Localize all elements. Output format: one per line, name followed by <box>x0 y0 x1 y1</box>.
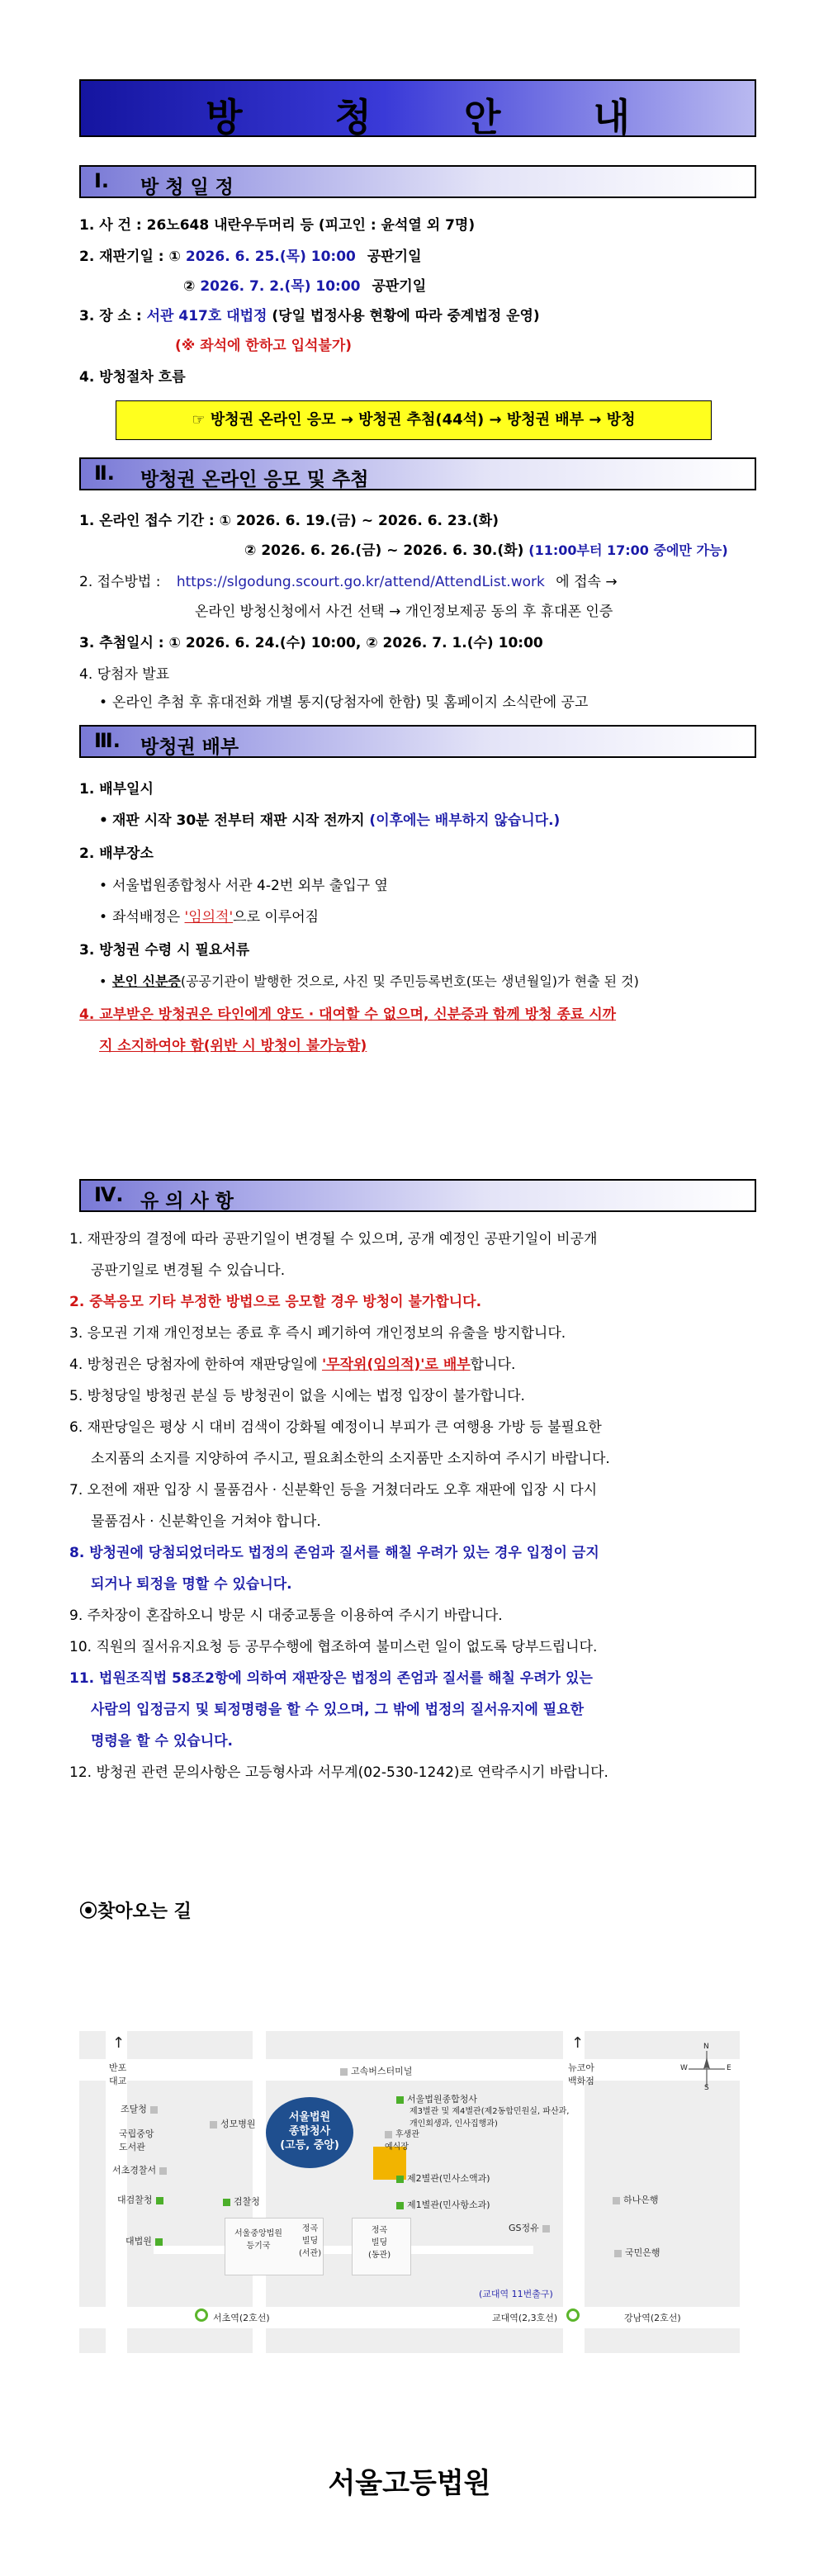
date2-value: 2026. 7. 2.(목) 10:00 <box>200 278 361 295</box>
map-gs: GS정유 <box>509 2221 553 2234</box>
draw-label: 3. 추첨일시 : <box>79 635 164 651</box>
section-number: Ⅰ. <box>94 169 110 192</box>
note-item: 10. 직원의 질서유지요청 등 공무수행에 협조하여 불미스런 일이 없도록 당부드립니다. <box>69 1639 598 1655</box>
issuer-name: 서울고등법원 <box>328 2467 491 2500</box>
place-value: 서관 417호 대법정 <box>146 308 267 324</box>
map-gangnam-stn: 강남역(2호선) <box>624 2313 681 2323</box>
flow-label: 4. 방청절차 흐름 <box>79 369 186 386</box>
map-jodal: 조달청 <box>121 2102 161 2115</box>
note-item: 2. 중복응모 기타 부정한 방법으로 응모할 경우 방청이 불가합니다. <box>69 1294 482 1310</box>
warn-line-1: 4. 교부받은 방청권은 타인에게 양도 · 대여할 수 없으며, 신분증과 함께 방청 종료 시까 <box>79 1006 617 1023</box>
map-annex2: 제2별관(민사소액과) <box>396 2171 490 2185</box>
period2-note: (11:00부터 17:00 중에만 가능) <box>528 542 728 558</box>
section-header-online-apply <box>79 457 756 490</box>
date2-suffix: 공판기일 <box>372 278 427 295</box>
dist-place-emphasis: '임의적' <box>184 909 234 926</box>
draw-value: ① 2026. 6. 24.(수) 10:00, ② 2026. 7. 1.(수) 10:00 <box>168 635 543 651</box>
docs-note: (공공기관이 발행한 것으로, 사진 및 주민등록번호(또는 생년월일)가 현출 된 것) <box>180 973 639 989</box>
period2-value: 2026. 6. 26.(금) ~ 2026. 6. 30.(화) <box>261 542 524 559</box>
period-row-2 <box>244 542 728 560</box>
page-title: 방 청 안 내 <box>206 95 670 140</box>
draw-row <box>79 634 543 652</box>
note-item: 11. 법원조직법 58조2항에 의하여 재판장은 법정의 존엄과 질서를 해칠 우려가 있는 <box>69 1670 593 1687</box>
directions-title: ⦿찾아오는 길 <box>79 1901 192 1922</box>
map-annex1: 제1별관(민사항소과) <box>396 2198 490 2211</box>
map-exit11: (교대역 11번출구) <box>479 2289 553 2299</box>
period-label: 1. 온라인 접수 기간 : ① <box>79 513 232 529</box>
period2-num: ② <box>244 542 257 559</box>
map-jeonggok-east: 정곡 빌딩 (동관) <box>368 2226 391 2260</box>
station-icon <box>566 2308 580 2322</box>
period1-value: 2026. 6. 19.(금) ~ 2026. 6. 23.(화) <box>235 513 499 529</box>
section-header-distribution <box>79 725 756 758</box>
docs-row <box>112 973 639 991</box>
period-row-1 <box>79 512 499 530</box>
dist-place-pre: 좌석배정은 <box>112 909 185 926</box>
dist-time-row <box>112 812 560 830</box>
date1-value: 2026. 6. 25.(목) 10:00 <box>185 249 356 265</box>
note-item-cont: 소지품의 소지를 지양하여 주시고, 필요최소한의 소지품만 소지하여 주시기 바랍니다. <box>91 1451 610 1467</box>
section-header-notes <box>79 1179 756 1212</box>
map-complex-note: 제3별관 및 제4별관(제2동합민원실, 파산과, 개인회생과, 인사집행과) <box>410 2107 570 2129</box>
note-text: 4. 방청권은 당첨자에 한하여 재판당일에 <box>69 1357 322 1373</box>
case-value: 26노648 내란우두머리 등 (피고인 : 윤석열 외 7명) <box>146 217 476 234</box>
note-item-cont: 사람의 입정금지 및 퇴정명령을 할 수 있으며, 그 밖에 법정의 질서유지에 필요한 <box>91 1702 585 1718</box>
dist-time-note: (이후에는 배부하지 않습니다.) <box>369 812 561 829</box>
place-row <box>79 307 540 325</box>
date-label: 2. 재판기일 : <box>79 249 164 265</box>
compass-icon: N S W E <box>680 2043 731 2092</box>
dist-time-label: 1. 배부일시 <box>79 781 154 798</box>
map-seongmo: 성모병원 <box>210 2117 256 2130</box>
title-banner <box>79 79 756 140</box>
map-library: 국립중앙 도서관 <box>119 2129 154 2152</box>
map-police: 서초경찰서 <box>112 2163 170 2176</box>
note-item-cont: 명령을 할 수 있습니다. <box>91 1733 234 1750</box>
map-kookmin: 국민은행 <box>614 2246 660 2259</box>
date-row-2 <box>183 277 426 296</box>
section-title: 방 청 일 정 <box>140 177 234 198</box>
location-map: ↑ ↑ 반포 대교 뉴코아 백화점 고속버스터미널 N S W E 서울법원 종합청사 (고등, 중앙) 서울법원종합청사 제3별관 및 제4별관(제2동합민원실, 파산과, 개인회생과, 인사집행과) 후생관 예식장 제2별관(민사소액과) 제1별관(민사항소과) 성모병원 검찰청 조달청 국립중앙 도서관 서초경찰서 대검찰청 대법원 서울중앙법원 등기국 정곡 빌딩 (서관) 정곡 빌딩 (동관) GS정유 하나은행 국민은행 (교대역 11번출구) 서초역(2호선) 교대역(2,3호선) 강남역(2호선) <box>79 2031 740 2353</box>
method-url-link[interactable]: https://slgodung.scourt.go.kr/attend/AttendList.work <box>176 574 545 590</box>
map-newcore: 뉴코아 백화점 <box>568 2062 594 2086</box>
note-item: 8. 방청권에 당첨되었더라도 법정의 존엄과 질서를 해칠 우려가 있는 경우 입정이 금지 <box>69 1545 599 1561</box>
note-item: 3. 응모권 기재 개인정보는 종료 후 즉시 폐기하여 개인정보의 유출을 방지합니다. <box>69 1325 566 1342</box>
section-number: Ⅳ. <box>94 1183 124 1206</box>
method-line-2: 온라인 방청신청에서 사건 선택 → 개인정보제공 동의 후 휴대폰 인증 <box>195 604 613 620</box>
place-note: (당일 법정사용 현황에 따라 중계법정 운영) <box>272 308 540 324</box>
notice-label: 4. 당첨자 발표 <box>79 666 170 683</box>
map-hana: 하나은행 <box>613 2193 659 2206</box>
map-banpo: 반포 대교 <box>109 2062 127 2086</box>
court-badge: 서울법원 종합청사 (고등, 중앙) <box>266 2097 353 2168</box>
note-item: 6. 재판당일은 평상 시 대비 검색이 강화될 예정이니 부피가 큰 여행용 가방 등 불필요한 <box>69 1419 602 1436</box>
note-text: 합니다. <box>470 1357 516 1373</box>
map-gyodae-stn: 교대역(2,3호선) <box>492 2313 558 2323</box>
map-complex: 서울법원종합청사 <box>396 2092 477 2105</box>
notice-value: • 온라인 추첨 후 휴대전화 개별 통지(당첨자에 한함) 및 홈페이지 소식란에 공고 <box>112 694 588 712</box>
map-terminal: 고속버스터미널 <box>340 2064 412 2077</box>
note-item <box>69 1356 515 1374</box>
dist-time-value: 재판 시작 30분 전부터 재판 시작 전까지 <box>112 812 365 829</box>
section-title: 방청권 온라인 응모 및 추첨 <box>140 469 369 490</box>
date1-num: ① <box>168 249 181 265</box>
map-jeonggok-west: 정곡 빌딩 (서관) <box>299 2224 322 2258</box>
method-label: 2. 접수방법 : <box>79 574 161 590</box>
map-daegeom: 대검찰청 <box>117 2193 167 2206</box>
procedure-flow-box: ☞ 방청권 온라인 응모 → 방청권 추첨(44석) → 방청권 배부 → 방청 <box>116 400 712 440</box>
map-prosecutor: 검찰청 <box>223 2195 260 2208</box>
docs-label: 3. 방청권 수령 시 필요서류 <box>79 942 250 959</box>
warn-line-2: 지 소지하여야 함(위반 시 방청이 불가능함) <box>99 1038 367 1054</box>
note-item-cont: 물품검사 · 신분확인을 거쳐야 합니다. <box>91 1513 321 1530</box>
note-item: 7. 오전에 재판 입장 시 물품검사 · 신분확인 등을 거쳤더라도 오후 재판에 입장 시 다시 <box>69 1482 598 1499</box>
note-item: 9. 주차장이 혼잡하오니 방문 시 대중교통을 이용하여 주시기 바랍니다. <box>69 1608 503 1624</box>
date-row-1 <box>79 248 422 266</box>
method-row <box>79 573 618 591</box>
map-seocho-stn: 서초역(2호선) <box>213 2313 270 2323</box>
dist-place-value-1: • 서울법원종합청사 서관 4-2번 외부 출입구 옆 <box>112 877 388 895</box>
note-item: 1. 재판장의 결정에 따라 공판기일이 변경될 수 있으며, 공개 예정인 공판기일이 비공개 <box>69 1231 598 1248</box>
case-row <box>79 216 475 234</box>
date1-suffix: 공판기일 <box>367 249 422 265</box>
dist-place-row-2 <box>112 908 319 926</box>
map-central-court: 서울중앙법원 등기국 <box>234 2229 282 2251</box>
note-item-cont: 되거나 퇴정을 명할 수 있습니다. <box>91 1576 292 1593</box>
case-label: 1. 사 건 : <box>79 217 142 234</box>
section-title: 유 의 사 항 <box>140 1191 234 1212</box>
section-title: 방청권 배부 <box>140 736 239 758</box>
seat-note: (※ 좌석에 한하고 입석불가) <box>175 338 353 354</box>
map-parking: 후생관 예식장 <box>385 2130 419 2152</box>
section-number: Ⅲ. <box>94 729 121 752</box>
note-item: 5. 방청당일 방청권 분실 등 방청권이 없을 시에는 법정 입장이 불가합니다. <box>69 1388 525 1404</box>
section-number: Ⅱ. <box>94 462 115 485</box>
dist-place-label: 2. 배부장소 <box>79 845 154 862</box>
map-supreme: 대법원 <box>125 2234 166 2247</box>
method-suffix: 에 접속 → <box>556 574 618 590</box>
section-header-schedule <box>79 165 756 198</box>
dist-place-post: 으로 이루어짐 <box>233 909 320 926</box>
station-icon <box>195 2308 208 2322</box>
note-item-cont: 공판기일로 변경될 수 있습니다. <box>91 1262 286 1279</box>
note-item: 12. 방청권 관련 문의사항은 고등형사과 서무계(02-530-1242)로 연락주시기 바랍니다. <box>69 1764 608 1781</box>
place-label: 3. 장 소 : <box>79 308 142 324</box>
docs-id: 본인 신분증 <box>112 973 181 989</box>
date2-num: ② <box>183 278 196 295</box>
note-emphasis: '무작위(임의적)'로 배부 <box>322 1357 471 1373</box>
